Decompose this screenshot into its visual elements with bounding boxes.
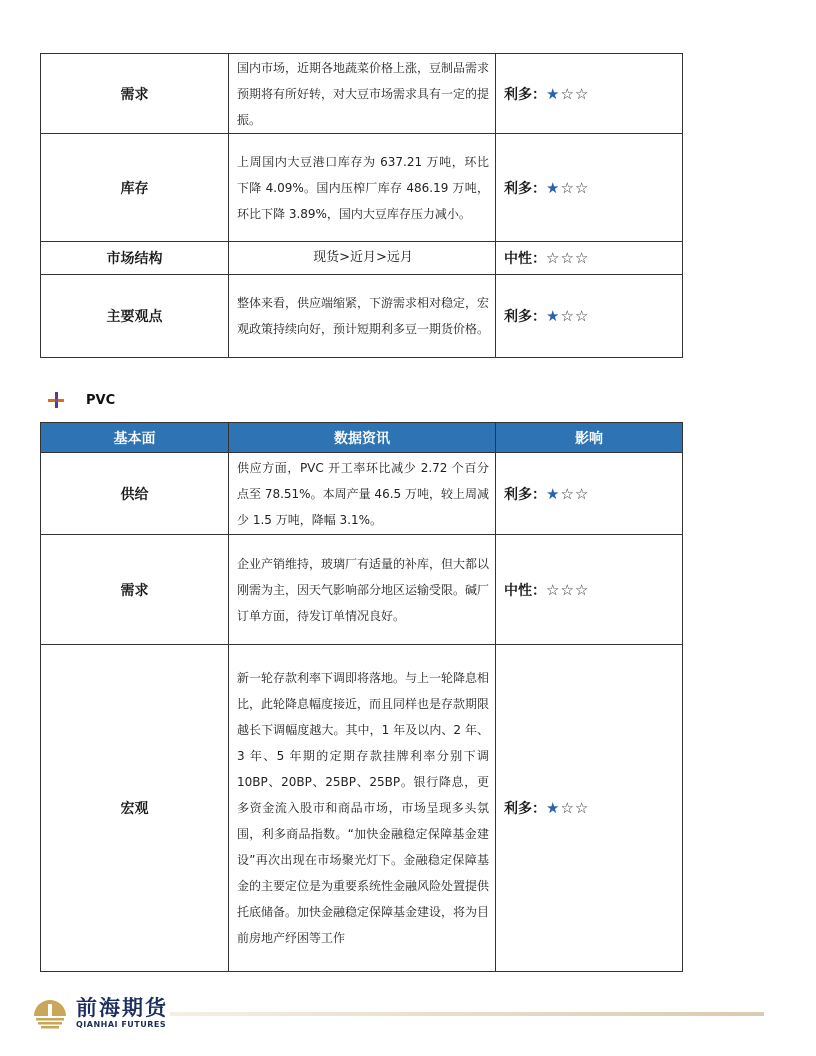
soybean-fundamentals-table [40, 53, 683, 358]
star-filled-icon: ★ [546, 178, 561, 197]
pvc-fundamentals-table [40, 422, 683, 972]
info-cell: 供应方面，PVC 开工率环比减少 2.72 个百分点至 78.51%。本周产量 46.5 万吨，较上周减少 1.5 万吨，降幅 3.1%。 [229, 453, 496, 535]
qianhai-logo-icon [30, 994, 70, 1030]
info-cell: 上周国内大豆港口库存为 637.21 万吨，环比下降 4.09%。国内压榨厂库存 486.19 万吨，环比下降 3.89%，国内大豆库存压力减小。 [229, 134, 496, 242]
star-filled-icon: ★ [546, 307, 561, 325]
footer-divider [170, 1012, 764, 1016]
impact-label: 利多： [504, 180, 546, 197]
table-row [41, 535, 683, 645]
category-cell: 库存 [41, 134, 229, 242]
star-empty-icon: ☆☆ [560, 178, 590, 197]
impact-cell [496, 645, 683, 972]
category-cell: 供给 [41, 453, 229, 535]
section-heading [48, 390, 115, 410]
company-logo [30, 994, 168, 1030]
table-row [41, 453, 683, 535]
category-cell: 需求 [41, 535, 229, 645]
column-header-fundamentals: 基本面 [41, 423, 229, 453]
star-filled-icon: ★ [546, 84, 561, 103]
star-empty-icon: ☆☆ [560, 84, 590, 103]
impact-label: 利多： [504, 486, 546, 503]
info-cell: 现货>近月>远月 [229, 242, 496, 275]
impact-cell [496, 275, 683, 358]
impact-cell [496, 134, 683, 242]
table-header-row [41, 423, 683, 453]
table-row [41, 275, 683, 358]
info-cell: 国内市场，近期各地蔬菜价格上涨，豆制品需求预期将有所好转，对大豆市场需求具有一定的提振。 [229, 54, 496, 134]
category-cell: 需求 [41, 54, 229, 134]
star-filled-icon: ★ [546, 799, 561, 817]
star-empty-icon: ☆☆ [560, 484, 590, 503]
impact-cell [496, 535, 683, 645]
section-bullet-icon [48, 392, 64, 408]
table-row [41, 242, 683, 275]
impact-label: 利多： [504, 309, 546, 325]
impact-cell [496, 54, 683, 134]
table-row [41, 54, 683, 134]
section-title: PVC [86, 392, 116, 408]
info-cell: 整体来看，供应端缩紧，下游需求相对稳定，宏观政策持续向好，预计短期利多豆一期货价格。 [229, 275, 496, 358]
table-row [41, 645, 683, 972]
impact-cell [496, 453, 683, 535]
impact-label: 利多： [504, 801, 546, 817]
info-cell: 企业产销维持，玻璃厂有适量的补库，但大都以刚需为主，因天气影响部分地区运输受限。碱厂订单方面，待发订单情况良好。 [229, 535, 496, 645]
star-empty-icon: ☆☆ [560, 307, 590, 325]
logo-chinese-name: 前海期货 [76, 994, 168, 1020]
impact-cell [496, 242, 683, 275]
category-cell: 主要观点 [41, 275, 229, 358]
impact-label: 利多： [504, 86, 546, 103]
column-header-data-info: 数据资讯 [229, 423, 496, 453]
table-row [41, 134, 683, 242]
star-empty-icon: ☆☆☆ [546, 580, 590, 599]
star-filled-icon: ★ [546, 484, 561, 503]
impact-label: 中性： [504, 582, 546, 599]
impact-label: 中性： [504, 251, 546, 267]
info-cell: 新一轮存款利率下调即将落地。与上一轮降息相比，此轮降息幅度接近，而且同样也是存款期限越长下调幅度越大。其中，1 年及以内、2 年、3 年、5 年期的定期存款挂牌利率分别下调 10BP、20BP、25BP、25BP。银行降息，更多资金流入股市和商品市场，市场呈现多头氛围，利多商品指数。“加快金融稳定保障基金建设”再次出现在市场聚光灯下。金融稳定保障基金的主要定位是为重要系统性金融风险处置提供托底储备。加快金融稳定保障基金建设，将为目前房地产纾困等工作 [229, 645, 496, 972]
category-cell: 宏观 [41, 645, 229, 972]
column-header-impact: 影响 [496, 423, 683, 453]
logo-english-name: QIANHAI FUTURES [76, 1019, 167, 1029]
category-cell: 市场结构 [41, 242, 229, 275]
star-empty-icon: ☆☆ [560, 799, 590, 817]
star-empty-icon: ☆☆☆ [546, 249, 590, 267]
